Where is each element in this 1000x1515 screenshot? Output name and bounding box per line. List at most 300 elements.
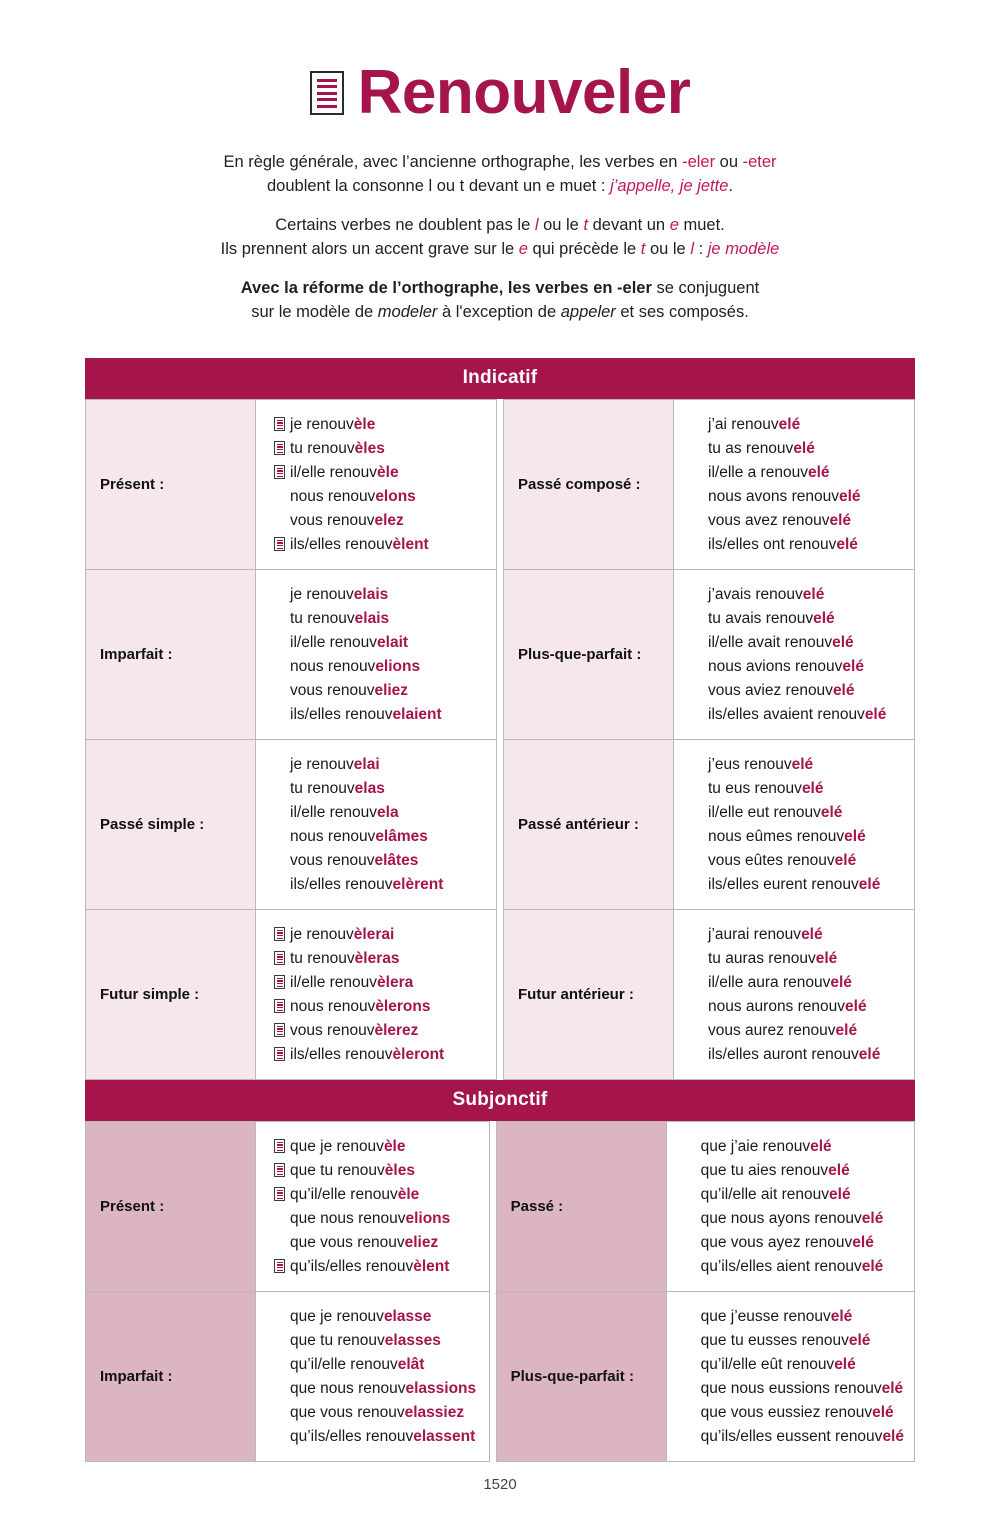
conjugation-form <box>685 1182 904 1206</box>
conjugation-form <box>274 630 486 654</box>
tense-label-text: Imparfait : <box>100 1368 173 1386</box>
verb-stem: nous renouv <box>290 827 376 845</box>
conjugation-form <box>274 1134 479 1158</box>
intro-p2-e: devant un <box>588 215 670 234</box>
document-icon <box>274 1047 285 1061</box>
conjugation-form <box>274 1304 479 1328</box>
conjugation-text <box>290 1235 438 1251</box>
conjugation-text <box>708 829 866 845</box>
conjugation-text <box>290 927 394 943</box>
conjugation-form <box>692 678 904 702</box>
conjugation-text <box>290 1211 450 1227</box>
verb-ending: elez <box>374 511 404 529</box>
conjugation-text <box>290 635 408 651</box>
intro-p3-e: à l'exception de <box>437 303 561 322</box>
verb-stem: vous renouv <box>290 1021 375 1039</box>
verb-stem: il/elle renouv <box>290 803 378 821</box>
conjugation-form <box>274 654 486 678</box>
conjugation-form <box>274 1018 486 1042</box>
verb-stem: qu’il/elle eût renouv <box>700 1355 835 1373</box>
tense-label <box>86 740 256 909</box>
intro-p3-c: sur le modèle de <box>251 303 378 322</box>
verb-stem: qu’ils/elles renouv <box>290 1427 414 1445</box>
document-icon <box>274 951 285 965</box>
conjugation-text <box>701 1309 853 1325</box>
conjugation-form <box>274 678 486 702</box>
conjugation-text <box>290 951 399 967</box>
table-row <box>496 1292 915 1462</box>
conjugation-form <box>274 922 486 946</box>
conjugation-list <box>674 400 914 569</box>
conjugation-text <box>708 611 835 627</box>
intro-text <box>150 150 850 324</box>
tense-label-text: Présent : <box>100 476 165 494</box>
simple-tenses-column <box>85 1121 490 1462</box>
verb-ending: elèrent <box>392 875 444 893</box>
verb-ending: elé <box>829 511 852 529</box>
tense-label <box>86 400 256 569</box>
verb-stem: tu renouv <box>290 779 355 797</box>
table-row <box>503 740 915 910</box>
conjugation-list <box>674 570 914 739</box>
conjugation-text <box>708 537 858 553</box>
verb-stem: j’ai renouv <box>708 415 779 433</box>
verb-stem: tu renouv <box>290 609 355 627</box>
verb-ending: èlera <box>377 973 414 991</box>
conjugation-form <box>274 1400 479 1424</box>
verb-ending: elé <box>835 1021 858 1039</box>
intro-p2-m: l <box>690 240 694 259</box>
conjugation-form <box>692 436 904 460</box>
verb-stem: qu’ils/elles aient renouv <box>700 1257 862 1275</box>
table-row <box>85 570 497 740</box>
intro-p1-e: doublent la consonne l ou t devant un e muet : <box>267 177 611 196</box>
conjugation-form <box>274 970 486 994</box>
tense-label <box>497 1122 667 1291</box>
intro-p3-g: et ses composés. <box>615 303 749 322</box>
document-icon <box>274 1259 285 1273</box>
verb-ending: elé <box>832 681 855 699</box>
tense-label-text: Passé simple : <box>100 816 205 834</box>
conjugation-text <box>708 1023 857 1039</box>
conjugation-text <box>290 1405 464 1421</box>
verb-ending: elé <box>861 1209 884 1227</box>
verb-ending: elé <box>807 463 830 481</box>
tense-label <box>504 910 674 1079</box>
conjugation-form <box>274 582 486 606</box>
verb-stem: ils/elles renouv <box>290 535 393 553</box>
table-row <box>85 399 497 570</box>
tense-label-text: Passé antérieur : <box>518 816 639 834</box>
verb-stem: nous renouv <box>290 997 376 1015</box>
intro-p1-eter: -eter <box>742 153 777 171</box>
conjugation-list <box>256 400 496 569</box>
conjugation-text <box>290 975 413 991</box>
conjugation-text <box>701 1405 894 1421</box>
conjugation-text <box>290 1357 424 1373</box>
verb-stem: vous aviez renouv <box>708 681 833 699</box>
conjugation-tables <box>85 358 915 1462</box>
intro-p1-c: ou <box>715 153 743 171</box>
conjugation-form <box>692 824 904 848</box>
mood-section-header <box>85 358 915 399</box>
mood-grid <box>85 399 915 1080</box>
conjugation-form <box>274 1328 479 1352</box>
conjugation-text <box>701 1259 884 1275</box>
verb-stem: vous renouv <box>290 681 375 699</box>
verb-stem: tu eus renouv <box>708 779 802 797</box>
conjugation-form <box>692 460 904 484</box>
intro-p2-l2: ou le <box>645 240 691 259</box>
verb-stem: que je renouv <box>290 1307 384 1325</box>
intro-p2-l: l <box>534 215 539 234</box>
verb-stem: il/elle renouv <box>290 973 378 991</box>
verb-stem: que vous eussiez renouv <box>700 1403 873 1421</box>
conjugation-form <box>692 654 904 678</box>
verb-ending: elions <box>375 657 421 675</box>
conjugation-form <box>692 946 904 970</box>
intro-p2-example: je modèle <box>707 240 780 259</box>
conjugation-text <box>708 877 880 893</box>
tense-label-text: Présent : <box>100 1198 165 1216</box>
conjugation-form <box>685 1376 904 1400</box>
conjugation-text <box>290 465 399 481</box>
document-icon <box>274 1163 285 1177</box>
verb-ending: èle <box>383 1137 406 1155</box>
verb-stem: il/elle a renouv <box>708 463 808 481</box>
conjugation-list <box>256 570 496 739</box>
conjugation-form <box>685 1400 904 1424</box>
verb-ending: elaient <box>392 705 442 723</box>
conjugation-form <box>274 1352 479 1376</box>
conjugation-form <box>685 1424 904 1448</box>
intro-p2-n: : <box>694 240 708 259</box>
verb-stem: tu renouv <box>290 439 355 457</box>
conjugation-text <box>708 707 886 723</box>
conjugation-form <box>274 484 486 508</box>
conjugation-form <box>274 1424 479 1448</box>
intro-p2-k: t <box>640 240 646 259</box>
conjugation-text <box>708 951 837 967</box>
document-icon <box>274 1139 285 1153</box>
mood-section-title: Subjonctif <box>452 1089 548 1111</box>
conjugation-form <box>274 1182 479 1206</box>
conjugation-form <box>692 848 904 872</box>
table-row <box>496 1121 915 1292</box>
tense-label-text: Plus-que-parfait : <box>518 646 642 664</box>
conjugation-form <box>692 776 904 800</box>
verb-stem: qu’il/elle renouv <box>290 1185 398 1203</box>
conjugation-form <box>692 412 904 436</box>
conjugation-text <box>701 1381 904 1397</box>
conjugation-form <box>685 1134 904 1158</box>
conjugation-text <box>708 927 823 943</box>
conjugation-form <box>274 1254 479 1278</box>
verb-ending: elé <box>842 657 864 675</box>
conjugation-form <box>692 872 904 896</box>
intro-p2-g: muet. <box>678 215 725 234</box>
verb-stem: je renouv <box>290 755 354 773</box>
verb-ending: èlerai <box>353 925 395 943</box>
verb-stem: tu auras renouv <box>708 949 816 967</box>
conjugation-text <box>290 611 389 627</box>
verb-stem: il/elle avait renouv <box>708 633 833 651</box>
tense-label <box>504 400 674 569</box>
verb-stem: nous aurons renouv <box>708 997 846 1015</box>
conjugation-form <box>692 508 904 532</box>
conjugation-list <box>256 910 496 1079</box>
conjugation-text <box>290 537 429 553</box>
tense-label <box>497 1292 667 1461</box>
verb-stem: ils/elles ont renouv <box>708 535 837 553</box>
conjugation-text <box>290 1163 415 1179</box>
verb-ending: èle <box>353 415 376 433</box>
compound-tenses-column <box>503 399 915 1080</box>
conjugation-text <box>290 829 428 845</box>
conjugation-form <box>692 994 904 1018</box>
verb-ending: èlent <box>392 535 429 553</box>
conjugation-text <box>290 1333 441 1349</box>
verb-ending: èlerons <box>375 997 431 1015</box>
verb-ending: elai <box>353 755 380 773</box>
verb-stem: que nous eussions renouv <box>700 1379 882 1397</box>
tense-label <box>504 570 674 739</box>
conjugation-form <box>274 1158 479 1182</box>
verb-ending: elé <box>791 755 814 773</box>
verb-stem: qu’ils/elles eussent renouv <box>700 1427 883 1445</box>
conjugation-form <box>692 800 904 824</box>
verb-stem: qu’ils/elles renouv <box>290 1257 414 1275</box>
conjugation-form <box>274 994 486 1018</box>
tense-label-text: Plus-que-parfait : <box>510 1368 634 1386</box>
conjugation-text <box>708 1047 880 1063</box>
conjugation-text <box>290 877 443 893</box>
conjugation-form <box>685 1352 904 1376</box>
conjugation-list <box>667 1122 914 1291</box>
conjugation-form <box>274 606 486 630</box>
verb-stem: ils/elles auront renouv <box>708 1045 859 1063</box>
conjugation-text <box>290 587 388 603</box>
verb-stem: j’aurai renouv <box>708 925 802 943</box>
verb-stem: que j’aie renouv <box>700 1137 811 1155</box>
document-icon <box>274 417 285 431</box>
tense-label-text: Futur antérieur : <box>518 986 634 1004</box>
tense-label-text: Imparfait : <box>100 646 173 664</box>
intro-p2-c: ou le <box>538 215 584 234</box>
mood-grid <box>85 1121 915 1462</box>
conjugation-form <box>274 702 486 726</box>
conjugation-form <box>274 752 486 776</box>
verb-ending: elé <box>872 1403 894 1421</box>
verb-ending: elassent <box>413 1427 476 1445</box>
conjugation-text <box>290 1259 449 1275</box>
intro-p2-j: qui précède le <box>527 240 641 259</box>
verb-ending: èle <box>397 1185 420 1203</box>
verb-stem: ils/elles eurent renouv <box>708 875 859 893</box>
intro-paragraph-2 <box>150 213 850 262</box>
conjugation-list <box>674 740 914 909</box>
intro-p2-i: e <box>518 240 528 259</box>
conjugation-text <box>290 417 375 433</box>
conjugation-list <box>256 1122 489 1291</box>
intro-p3-modeler: modeler <box>377 303 438 322</box>
verb-stem: nous eûmes renouv <box>708 827 845 845</box>
page-number: 1520 <box>483 1476 517 1493</box>
verb-ending: èlerez <box>374 1021 419 1039</box>
conjugation-text <box>290 441 385 457</box>
conjugation-text <box>290 781 385 797</box>
intro-p1-a: En règle générale, avec l’ancienne orthographe, les verbes en <box>223 153 683 171</box>
conjugation-text <box>701 1163 850 1179</box>
verb-stem: tu renouv <box>290 949 355 967</box>
compound-tenses-column <box>496 1121 915 1462</box>
conjugation-text <box>290 1381 476 1397</box>
verb-ending: èlent <box>413 1257 450 1275</box>
verb-ending: elé <box>881 1379 904 1397</box>
conjugation-text <box>290 999 430 1015</box>
verb-ending: elât <box>397 1355 425 1373</box>
verb-ending: elé <box>815 949 838 967</box>
conjugation-form <box>274 1230 479 1254</box>
verb-stem: nous renouv <box>290 657 376 675</box>
verb-ending: elé <box>830 1307 853 1325</box>
verb-stem: je renouv <box>290 585 354 603</box>
conjugation-list <box>256 1292 489 1461</box>
conjugation-text <box>701 1211 884 1227</box>
verb-ending: elé <box>858 1045 881 1063</box>
page-title: Renouveler <box>357 58 691 127</box>
verb-ending: elé <box>882 1427 904 1445</box>
conjugation-text <box>708 465 830 481</box>
verb-ending: elé <box>834 851 857 869</box>
verb-stem: que tu renouv <box>290 1331 385 1349</box>
conjugation-text <box>708 975 852 991</box>
conjugation-text <box>708 683 855 699</box>
conjugation-form <box>274 872 486 896</box>
conjugation-text <box>701 1235 874 1251</box>
conjugation-text <box>290 1047 444 1063</box>
tense-label-text: Passé : <box>510 1198 564 1216</box>
conjugation-text <box>290 659 420 675</box>
intro-paragraph-1 <box>150 150 850 199</box>
verb-stem: il/elle aura renouv <box>708 973 831 991</box>
conjugation-list <box>674 910 914 1079</box>
verb-ending: elé <box>810 1137 832 1155</box>
verb-ending: elé <box>778 415 801 433</box>
verb-ending: elâmes <box>375 827 428 845</box>
conjugation-form <box>692 532 904 556</box>
verb-stem: que vous renouv <box>290 1403 405 1421</box>
conjugation-form <box>692 752 904 776</box>
verb-ending: elé <box>845 997 867 1015</box>
verb-ending: elé <box>802 585 825 603</box>
verb-ending: ela <box>377 803 399 821</box>
verb-stem: que tu aies renouv <box>700 1161 829 1179</box>
verb-ending: elé <box>801 779 824 797</box>
verb-stem: nous avions renouv <box>708 657 843 675</box>
conjugation-form <box>274 1206 479 1230</box>
intro-paragraph-3 <box>150 276 850 325</box>
conjugation-text <box>708 853 856 869</box>
verb-stem: que tu eusses renouv <box>700 1331 849 1349</box>
conjugation-text <box>708 757 813 773</box>
intro-p2-e-letter: e <box>669 215 679 234</box>
intro-p2-t: t <box>583 215 589 234</box>
verb-ending: elé <box>861 1257 884 1275</box>
conjugation-text <box>708 513 851 529</box>
verb-stem: il/elle renouv <box>290 633 378 651</box>
verb-stem: qu’il/elle ait renouv <box>700 1185 830 1203</box>
intro-p2-h: Ils prennent alors un accent grave sur le <box>220 240 519 259</box>
conjugation-form <box>274 412 486 436</box>
intro-p3-reforme: Avec la réforme de l’orthographe, les verbes en -eler <box>240 278 652 297</box>
conjugation-form <box>274 1376 479 1400</box>
tense-label <box>86 570 256 739</box>
verb-ending: elait <box>377 633 409 651</box>
conjugation-text <box>708 635 854 651</box>
conjugation-text <box>290 1023 418 1039</box>
verb-ending: elassiez <box>404 1403 465 1421</box>
conjugation-text <box>290 489 416 505</box>
conjugation-form <box>692 922 904 946</box>
verb-ending: èles <box>384 1161 415 1179</box>
conjugation-text <box>708 417 800 433</box>
verb-stem: il/elle renouv <box>290 463 378 481</box>
verb-stem: j’eus renouv <box>708 755 792 773</box>
simple-tenses-column <box>85 399 497 1080</box>
verb-ending: elasses <box>384 1331 441 1349</box>
verb-ending: eliez <box>374 681 409 699</box>
conjugation-text <box>701 1187 851 1203</box>
table-row <box>503 570 915 740</box>
conjugation-form <box>685 1304 904 1328</box>
verb-stem: vous avez renouv <box>708 511 830 529</box>
verb-ending: elé <box>852 1233 874 1251</box>
intro-p1-examples: j’appelle, je jette <box>610 177 729 196</box>
document-icon <box>310 71 344 115</box>
verb-ending: elé <box>848 1331 871 1349</box>
verb-stem: vous eûtes renouv <box>708 851 835 869</box>
conjugation-text <box>290 853 418 869</box>
verb-ending: elé <box>838 487 861 505</box>
verb-stem: vous aurez renouv <box>708 1021 836 1039</box>
verb-ending: elasse <box>383 1307 432 1325</box>
intro-p3-b: se conjuguent <box>651 278 760 297</box>
intro-p3-appeler: appeler <box>560 303 616 322</box>
conjugation-form <box>274 508 486 532</box>
document-icon <box>274 465 285 479</box>
verb-stem: il/elle eut renouv <box>708 803 821 821</box>
conjugation-text <box>290 707 442 723</box>
conjugation-form <box>692 1042 904 1066</box>
conjugation-form <box>685 1158 904 1182</box>
conjugation-form <box>274 436 486 460</box>
conjugation-form <box>685 1206 904 1230</box>
verb-stem: ils/elles renouv <box>290 1045 393 1063</box>
document-icon <box>274 975 285 989</box>
verb-ending: elais <box>353 585 389 603</box>
conjugation-text <box>708 805 842 821</box>
verb-stem: ils/elles renouv <box>290 875 393 893</box>
conjugation-form <box>685 1254 904 1278</box>
verb-stem: j’avais renouv <box>708 585 803 603</box>
conjugation-text <box>290 1187 419 1203</box>
verb-stem: que tu renouv <box>290 1161 385 1179</box>
verb-stem: nous renouv <box>290 487 376 505</box>
verb-stem: je renouv <box>290 415 354 433</box>
conjugation-form <box>692 970 904 994</box>
conjugation-text <box>701 1139 832 1155</box>
